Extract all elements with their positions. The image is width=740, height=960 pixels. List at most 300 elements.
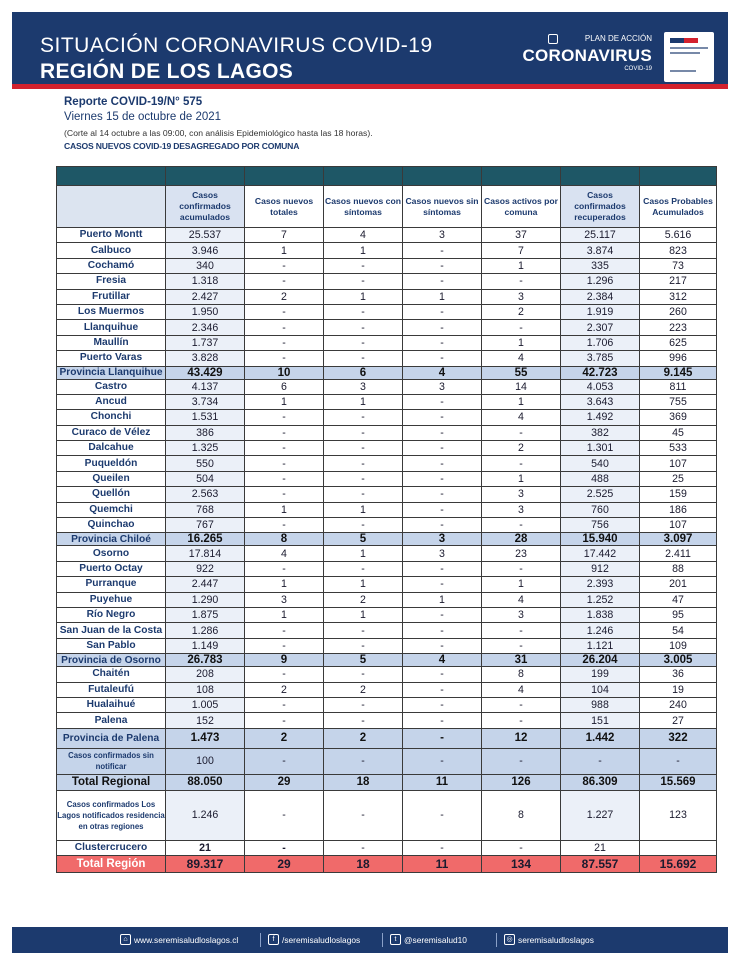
table-cell: 26.783 xyxy=(166,654,245,667)
table-cell: - xyxy=(324,441,403,456)
table-row xyxy=(57,410,717,425)
table-cell: - xyxy=(403,728,482,748)
header-red-stripe xyxy=(12,84,728,89)
table-cell: 1 xyxy=(403,592,482,607)
row-label: Puerto Octay xyxy=(57,561,166,576)
table-cell: 540 xyxy=(561,456,640,471)
table-cell: 25.537 xyxy=(166,228,245,243)
table-cell: - xyxy=(245,471,324,486)
table-cell: 996 xyxy=(640,351,717,366)
report-cutoff-note: (Corte al 14 octubre a las 09:00, con análisis Epidemiológico hasta las 18 horas). xyxy=(64,128,373,138)
total-row xyxy=(57,774,717,790)
column-header: Casos nuevos totales xyxy=(245,186,324,228)
table-row xyxy=(57,667,717,682)
table-cell: 1 xyxy=(482,335,561,350)
table-cell: - xyxy=(324,713,403,728)
table-cell: 217 xyxy=(640,274,717,289)
table-cell: 1.531 xyxy=(166,410,245,425)
table-cell: 9 xyxy=(245,654,324,667)
table-cell: 3 xyxy=(245,592,324,607)
table-cell: 1 xyxy=(403,289,482,304)
table-cell: 11 xyxy=(403,774,482,790)
table-row xyxy=(57,487,717,502)
table-cell: 17.442 xyxy=(561,546,640,561)
table-cell: - xyxy=(324,274,403,289)
prov-row xyxy=(57,654,717,667)
table-cell: - xyxy=(245,258,324,273)
table-cell: - xyxy=(245,410,324,425)
table-row xyxy=(57,274,717,289)
table-cell: - xyxy=(403,748,482,774)
table-cell: 3 xyxy=(403,533,482,546)
table-cell: 28 xyxy=(482,533,561,546)
table-cell: - xyxy=(403,274,482,289)
table-cell: 1 xyxy=(324,243,403,258)
footer-twitter-text: @seremisalud10 xyxy=(404,934,467,945)
notif-row xyxy=(57,748,717,774)
row-label: Dalcahue xyxy=(57,441,166,456)
table-cell: 4 xyxy=(403,654,482,667)
table-cell: 123 xyxy=(640,790,717,840)
table-cell: - xyxy=(403,258,482,273)
table-cell: 2 xyxy=(482,441,561,456)
table-cell: 2.384 xyxy=(561,289,640,304)
footer-twitter[interactable] xyxy=(390,934,467,945)
table-row xyxy=(57,425,717,440)
table-cell: 1 xyxy=(324,607,403,622)
table-cell: 6 xyxy=(245,379,324,394)
table-cell: - xyxy=(482,320,561,335)
table-cell: 260 xyxy=(640,304,717,319)
table-cell: 823 xyxy=(640,243,717,258)
table-cell: 89.317 xyxy=(166,855,245,872)
grand-row xyxy=(57,855,717,872)
table-cell: 1 xyxy=(245,502,324,517)
table-cell: 1.227 xyxy=(561,790,640,840)
row-label: San Pablo xyxy=(57,638,166,653)
table-cell: 755 xyxy=(640,394,717,409)
table-cell: 3.005 xyxy=(640,654,717,667)
table-cell: 3 xyxy=(403,228,482,243)
table-cell: - xyxy=(403,441,482,456)
facebook-icon: f xyxy=(268,934,279,945)
table-cell: 1 xyxy=(482,258,561,273)
table-cell: 4 xyxy=(245,546,324,561)
table-cell: 8 xyxy=(245,533,324,546)
row-label: Chonchi xyxy=(57,410,166,425)
row-label: Hualaihué xyxy=(57,697,166,712)
table-cell: - xyxy=(245,623,324,638)
instagram-icon: ◎ xyxy=(504,934,515,945)
row-label: Chaitén xyxy=(57,667,166,682)
table-cell: 26.204 xyxy=(561,654,640,667)
table-cell: 488 xyxy=(561,471,640,486)
report-date: Viernes 15 de octubre de 2021 xyxy=(64,111,222,123)
row-label: Ancud xyxy=(57,394,166,409)
table-cell: 625 xyxy=(640,335,717,350)
table-cell: 382 xyxy=(561,425,640,440)
table-cell: 2 xyxy=(245,682,324,697)
table-cell: 86.309 xyxy=(561,774,640,790)
table-cell: 6 xyxy=(324,366,403,379)
table-cell: 1.296 xyxy=(561,274,640,289)
table-cell: - xyxy=(482,456,561,471)
table-cell: 3 xyxy=(324,379,403,394)
table-cell: - xyxy=(245,441,324,456)
table-cell: 1.252 xyxy=(561,592,640,607)
table-cell: - xyxy=(245,518,324,533)
table-cell: 87.557 xyxy=(561,855,640,872)
table-cell: - xyxy=(403,487,482,502)
table-cell: 3 xyxy=(482,607,561,622)
table-cell: 18 xyxy=(324,774,403,790)
table-cell: 5.616 xyxy=(640,228,717,243)
table-cell: 55 xyxy=(482,366,561,379)
table-cell: 5 xyxy=(324,533,403,546)
table-cell: 107 xyxy=(640,518,717,533)
table-cell: 1.286 xyxy=(166,623,245,638)
table-cell: 2.427 xyxy=(166,289,245,304)
row-label: Futaleufú xyxy=(57,682,166,697)
row-label: Castro xyxy=(57,379,166,394)
brand-name: CORONAVIRUS xyxy=(522,46,652,65)
table-row xyxy=(57,592,717,607)
plan-label: PLAN DE ACCIÓN xyxy=(584,34,652,43)
table-cell: 201 xyxy=(640,577,717,592)
row-label: Osorno xyxy=(57,546,166,561)
table-cell: 7 xyxy=(482,243,561,258)
table-cell: - xyxy=(324,518,403,533)
table-cell: 16.265 xyxy=(166,533,245,546)
table-cell: 4 xyxy=(482,592,561,607)
row-label: Queilen xyxy=(57,471,166,486)
table-cell: - xyxy=(245,638,324,653)
table-row xyxy=(57,441,717,456)
virus-icon xyxy=(548,34,558,44)
table-cell: 1.246 xyxy=(166,790,245,840)
table-cell: - xyxy=(482,425,561,440)
table-cell: 2 xyxy=(324,592,403,607)
table-cell: 10 xyxy=(245,366,324,379)
table-cell: 3.828 xyxy=(166,351,245,366)
table-cell: - xyxy=(403,682,482,697)
table-cell: 1.875 xyxy=(166,607,245,622)
table-row xyxy=(57,577,717,592)
table-cell: 1.442 xyxy=(561,728,640,748)
table-cell: - xyxy=(324,667,403,682)
table-cell: 2.525 xyxy=(561,487,640,502)
table-cell: 1 xyxy=(324,502,403,517)
table-cell: 386 xyxy=(166,425,245,440)
table-cell: - xyxy=(245,274,324,289)
table-cell: 4.137 xyxy=(166,379,245,394)
table-cell: 1.919 xyxy=(561,304,640,319)
table-cell: 2 xyxy=(324,728,403,748)
table-cell: 1.149 xyxy=(166,638,245,653)
table-cell: 45 xyxy=(640,425,717,440)
table-cell: 3 xyxy=(482,289,561,304)
table-row xyxy=(57,228,717,243)
table-cell: 25 xyxy=(640,471,717,486)
table-cell: - xyxy=(324,456,403,471)
footer-instagram-text: seremisaludloslagos xyxy=(518,934,594,945)
table-cell: 1 xyxy=(245,577,324,592)
table-cell: 1.737 xyxy=(166,335,245,350)
table-cell: - xyxy=(324,487,403,502)
table-cell: - xyxy=(403,320,482,335)
table-cell: 3 xyxy=(403,379,482,394)
table-cell: - xyxy=(403,638,482,653)
table-cell: - xyxy=(482,840,561,855)
table-cell: 4 xyxy=(482,410,561,425)
table-cell: 340 xyxy=(166,258,245,273)
table-cell: 8 xyxy=(482,667,561,682)
table-cell: 1.950 xyxy=(166,304,245,319)
table-cell: 88.050 xyxy=(166,774,245,790)
table-cell: - xyxy=(245,748,324,774)
table-cell: 3.643 xyxy=(561,394,640,409)
table-cell: - xyxy=(403,243,482,258)
table-cell: - xyxy=(482,638,561,653)
table-cell: - xyxy=(324,561,403,576)
table-cell: 756 xyxy=(561,518,640,533)
table-cell: - xyxy=(482,623,561,638)
table-cell: - xyxy=(403,518,482,533)
table-cell: - xyxy=(324,638,403,653)
table-cell: 3.734 xyxy=(166,394,245,409)
table-cell: - xyxy=(245,697,324,712)
table-cell: - xyxy=(482,274,561,289)
row-label: Puerto Varas xyxy=(57,351,166,366)
otras-row xyxy=(57,790,717,840)
footer-web[interactable] xyxy=(120,934,238,945)
table-cell: 1.492 xyxy=(561,410,640,425)
table-cell: 2.346 xyxy=(166,320,245,335)
table-cell: - xyxy=(245,790,324,840)
table-cell: - xyxy=(324,471,403,486)
table-cell: 1 xyxy=(482,394,561,409)
table-cell: 42.723 xyxy=(561,366,640,379)
table-cell: - xyxy=(403,471,482,486)
table-cell: - xyxy=(324,320,403,335)
table-cell: 23 xyxy=(482,546,561,561)
row-label: Maullín xyxy=(57,335,166,350)
table-cell: 811 xyxy=(640,379,717,394)
table-cell: 2.393 xyxy=(561,577,640,592)
table-cell: - xyxy=(245,840,324,855)
table-cell: - xyxy=(324,410,403,425)
table-row xyxy=(57,335,717,350)
report-subtitle: CASOS NUEVOS COVID-19 DESAGREGADO POR COMUNA xyxy=(64,141,300,151)
table-row xyxy=(57,243,717,258)
table-cell: - xyxy=(482,697,561,712)
table-cell: - xyxy=(324,697,403,712)
table-cell: 104 xyxy=(561,682,640,697)
table-cell: - xyxy=(403,607,482,622)
table-cell: 1.121 xyxy=(561,638,640,653)
table-cell: 7 xyxy=(245,228,324,243)
table-cell: - xyxy=(403,697,482,712)
table-cell: 31 xyxy=(482,654,561,667)
table-cell: - xyxy=(324,335,403,350)
table-cell: - xyxy=(640,748,717,774)
table-cell: 37 xyxy=(482,228,561,243)
row-label: Puerto Montt xyxy=(57,228,166,243)
table-row xyxy=(57,258,717,273)
row-label: Puyehue xyxy=(57,592,166,607)
table-cell: - xyxy=(324,351,403,366)
table-cell: 27 xyxy=(640,713,717,728)
table-cell: 1 xyxy=(324,546,403,561)
table-cell: 1.473 xyxy=(166,728,245,748)
footer-divider xyxy=(260,933,261,947)
column-header: Casos nuevos con síntomas xyxy=(324,186,403,228)
footer-bar xyxy=(12,927,728,953)
table-cell: - xyxy=(324,748,403,774)
prov-row xyxy=(57,533,717,546)
table-cell: - xyxy=(324,840,403,855)
row-label: Curaco de Vélez xyxy=(57,425,166,440)
table-cell: 4 xyxy=(403,366,482,379)
table-cell: 369 xyxy=(640,410,717,425)
table-cell: 109 xyxy=(640,638,717,653)
table-row xyxy=(57,456,717,471)
table-cell: - xyxy=(561,748,640,774)
table-cell: 312 xyxy=(640,289,717,304)
table-cell: 988 xyxy=(561,697,640,712)
table-cell: 134 xyxy=(482,855,561,872)
table-cell: 2 xyxy=(245,289,324,304)
table-cell: 18 xyxy=(324,855,403,872)
table-cell: 29 xyxy=(245,774,324,790)
table-cell: 3.785 xyxy=(561,351,640,366)
table-cell: 9.145 xyxy=(640,366,717,379)
row-label: Río Negro xyxy=(57,607,166,622)
table-cell: - xyxy=(245,351,324,366)
table-cell: 504 xyxy=(166,471,245,486)
report-info xyxy=(64,96,373,151)
row-label: Quemchi xyxy=(57,502,166,517)
row-label: Provincia de Palena xyxy=(57,728,166,748)
row-label: Los Muermos xyxy=(57,304,166,319)
table-cell: 2 xyxy=(245,728,324,748)
table-cell: - xyxy=(324,790,403,840)
table-cell: 17.814 xyxy=(166,546,245,561)
table-cell: - xyxy=(245,456,324,471)
footer-facebook[interactable] xyxy=(268,934,360,945)
table-cell: 3.946 xyxy=(166,243,245,258)
row-label: Purranque xyxy=(57,577,166,592)
table-cell: 533 xyxy=(640,441,717,456)
table-cell: 922 xyxy=(166,561,245,576)
table-cell: 36 xyxy=(640,667,717,682)
table-cell: 3 xyxy=(482,502,561,517)
footer-instagram[interactable] xyxy=(504,934,594,945)
row-label: Provincia Llanquihue xyxy=(57,366,166,379)
table-cell: 100 xyxy=(166,748,245,774)
table-cell: - xyxy=(403,790,482,840)
table-cell: 1.706 xyxy=(561,335,640,350)
table-cell: 550 xyxy=(166,456,245,471)
footer-facebook-text: /seremisaludloslagos xyxy=(282,934,361,945)
table-cell: - xyxy=(245,667,324,682)
table-cell: - xyxy=(245,487,324,502)
row-label: Total Regional xyxy=(57,774,166,790)
table-row xyxy=(57,351,717,366)
prov-row xyxy=(57,366,717,379)
table-cell: 3.874 xyxy=(561,243,640,258)
web-icon: ⌂ xyxy=(120,934,131,945)
brand-sub: COVID-19 xyxy=(624,66,652,72)
table-cell: - xyxy=(482,748,561,774)
table-cell: 1 xyxy=(245,607,324,622)
table-cell: 768 xyxy=(166,502,245,517)
row-label: Puqueldón xyxy=(57,456,166,471)
report-number: Reporte COVID-19/N° 575 xyxy=(64,96,203,108)
table-cell: - xyxy=(403,667,482,682)
table-cell xyxy=(640,840,717,855)
row-label: Provincia Chiloé xyxy=(57,533,166,546)
table-cell: - xyxy=(403,577,482,592)
table-cell: 1.325 xyxy=(166,441,245,456)
row-label: Fresia xyxy=(57,274,166,289)
table-cell: 208 xyxy=(166,667,245,682)
table-cell: - xyxy=(403,425,482,440)
table-cell: - xyxy=(403,304,482,319)
table-row xyxy=(57,546,717,561)
cluster-row xyxy=(57,840,717,855)
cases-table xyxy=(56,166,716,873)
table-row xyxy=(57,518,717,533)
table-cell: 1.246 xyxy=(561,623,640,638)
table-cell: 1 xyxy=(245,243,324,258)
row-label: Calbuco xyxy=(57,243,166,258)
row-label: Quellón xyxy=(57,487,166,502)
footer-web-text: www.seremisaludloslagos.cl xyxy=(134,934,239,945)
table-cell: - xyxy=(403,623,482,638)
table-cell: 1.301 xyxy=(561,441,640,456)
row-label: Quinchao xyxy=(57,518,166,533)
table-cell: - xyxy=(324,258,403,273)
table-row xyxy=(57,379,717,394)
table-top-bar xyxy=(57,167,717,186)
table-cell: 2 xyxy=(324,682,403,697)
table-cell: - xyxy=(403,456,482,471)
table-cell: 25.117 xyxy=(561,228,640,243)
table-cell: 21 xyxy=(166,840,245,855)
table-cell: - xyxy=(245,335,324,350)
row-label: Provincia de Osorno xyxy=(57,654,166,667)
table-cell: - xyxy=(324,304,403,319)
table-row xyxy=(57,607,717,622)
table-cell: 108 xyxy=(166,682,245,697)
table-cell: 2.411 xyxy=(640,546,717,561)
table-cell: - xyxy=(403,502,482,517)
table-row xyxy=(57,561,717,576)
table-cell: 126 xyxy=(482,774,561,790)
table-cell: 4 xyxy=(324,228,403,243)
table-cell: 73 xyxy=(640,258,717,273)
table-row xyxy=(57,713,717,728)
table-cell: 159 xyxy=(640,487,717,502)
table-cell: 8 xyxy=(482,790,561,840)
table-cell: 1 xyxy=(324,289,403,304)
table-cell: 1 xyxy=(245,394,324,409)
table-cell: 1 xyxy=(482,577,561,592)
table-cell: 3 xyxy=(403,546,482,561)
table-cell: 335 xyxy=(561,258,640,273)
table-cell: 1.318 xyxy=(166,274,245,289)
